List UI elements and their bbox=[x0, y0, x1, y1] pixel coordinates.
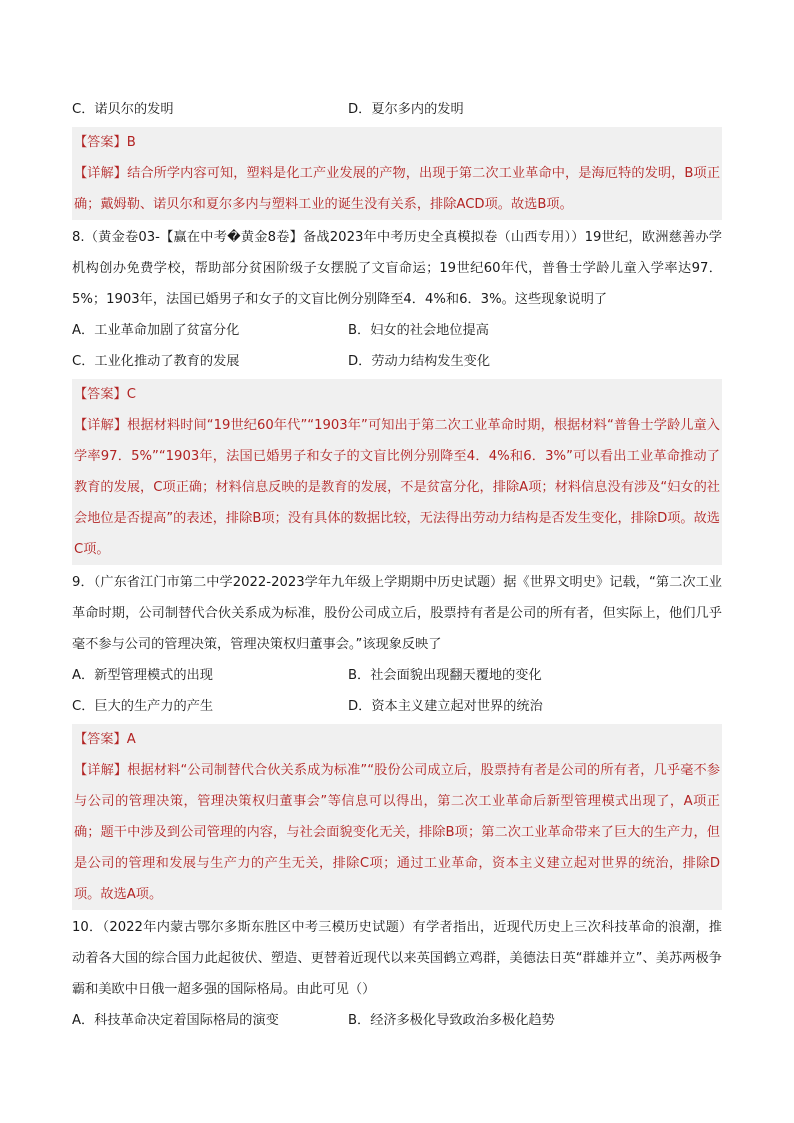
answer-tag: 【答案】 bbox=[74, 135, 127, 150]
q7-detail-line bbox=[74, 158, 720, 220]
q8-option-b[interactable]: B．妇女的社会地位提高 bbox=[348, 323, 489, 338]
q9-options-cd bbox=[72, 691, 722, 722]
q9-answer-value: A bbox=[126, 732, 136, 747]
q9-options-ab bbox=[72, 660, 722, 691]
answer-tag: 【答案】 bbox=[74, 732, 127, 747]
q7-answer-block bbox=[72, 127, 722, 220]
q9-option-c[interactable]: C．巨大的生产力的产生 bbox=[72, 699, 214, 714]
q7-detail-text: 结合所学内容可知，塑料是化工产业发展的产物，出现于第二次工业革命中，是海厄特的发明，B项正确；戴姆勒、诺贝尔和夏尔多内与塑料工业的诞生没有关系，排除ACD项。故选B项。 bbox=[74, 166, 721, 212]
q7-option-c[interactable]: C．诺贝尔的发明 bbox=[72, 102, 174, 117]
document-page bbox=[72, 94, 722, 1036]
q9-answer-block bbox=[72, 724, 722, 910]
q7-options-cd bbox=[72, 94, 722, 125]
q8-answer-value: C bbox=[126, 387, 136, 402]
q8-answer-line bbox=[74, 379, 720, 410]
q9-detail-text: 根据材料“公司制替代合伙关系成为标准”“股份公司成立后，股票持有者是公司的所有者，几乎毫不参与公司的管理决策，管理决策权归董事会”等信息可以得出，第二次工业革命后新型管理模式出现了，A项正确；题干中涉及到公司管理的内容，与社会面貌变化无关，排除B项；第二次工业革命带来了巨大的生产力，但是公司的管理和发展与生产力的产生无关，排除C项；通过工业革命，资本主义建立起对世界的统治，排除D项。故选A项。 bbox=[74, 763, 721, 902]
q8-detail-line bbox=[74, 410, 720, 565]
q9-option-a[interactable]: A．新型管理模式的出现 bbox=[72, 668, 213, 683]
q8-detail-text: 根据材料时间“19世纪60年代”“1903年”可知出于第二次工业革命时期，根据材料“普鲁士学龄儿童入学率97．5%”“1903年，法国已婚男子和女子的文盲比例分别降至4．4%和6．3%”可以看出工业革命推动了教育的发展，C项正确；材料信息反映的是教育的发展，不是贫富分化，排除A项；材料信息没有涉及“妇女的社会地位是否提高”的表述，排除B项；没有具体的数据比较，无法得出劳动力结构是否发生变化，排除D项。故选C项。 bbox=[74, 418, 720, 557]
q8-stem: 8.（黄金卷03-【赢在中考�黄金8卷】备战2023年中考历史全真模拟卷（山西专用））19世纪，欧洲慈善办学机构创办免费学校，帮助部分贫困阶级子女摆脱了文盲命运；19世纪60年代，普鲁士学龄儿童入学率达97．5%；1903年，法国已婚男子和女子的文盲比例分别降至4．4%和6．3%。这些现象说明了 bbox=[72, 230, 722, 307]
q8-answer-block bbox=[72, 379, 722, 565]
q9-stem: 9．（广东省江门市第二中学2022-2023学年九年级上学期期中历史试题）据《世界文明史》记载，“第二次工业革命时期，公司制替代合伙关系成为标准，股份公司成立后，股票持有者是公司的所有者，但实际上，他们几乎毫不参与公司的管理决策，管理决策权归董事会。”该现象反映了 bbox=[72, 575, 722, 652]
q9-option-b[interactable]: B．社会面貌出现翻天覆地的变化 bbox=[348, 668, 542, 683]
q7-answer-line bbox=[74, 127, 720, 158]
answer-tag: 【答案】 bbox=[74, 387, 127, 402]
q10-options-ab bbox=[72, 1005, 722, 1036]
detail-tag: 【详解】 bbox=[74, 418, 128, 433]
q9-answer-line bbox=[74, 724, 720, 755]
q10-stem: 10．（2022年内蒙古鄂尔多斯东胜区中考三模历史试题）有学者指出，近现代历史上三次科技革命的浪潮，推动着各大国的综合国力此起彼伏、塑造、更替着近现代以来英国鹤立鸡群，美德法日英“群雄并立”、美苏两极争霸和美欧中日俄一超多强的国际格局。由此可见（） bbox=[72, 920, 722, 997]
q8-options-ab bbox=[72, 315, 722, 346]
q9-detail-line bbox=[74, 755, 720, 910]
q8-option-a[interactable]: A．工业革命加剧了贫富分化 bbox=[72, 323, 240, 338]
q9-option-d[interactable]: D．资本主义建立起对世界的统治 bbox=[348, 699, 543, 714]
q10-option-a[interactable]: A．科技革命决定着国际格局的演变 bbox=[72, 1013, 279, 1028]
q7-answer-value: B bbox=[126, 135, 136, 150]
detail-tag: 【详解】 bbox=[74, 166, 128, 181]
q8-option-c[interactable]: C．工业化推动了教育的发展 bbox=[72, 354, 240, 369]
detail-tag: 【详解】 bbox=[74, 763, 128, 778]
q7-option-d[interactable]: D．夏尔多内的发明 bbox=[348, 102, 464, 117]
q8-option-d[interactable]: D．劳动力结构发生变化 bbox=[348, 354, 491, 369]
q10-option-b[interactable]: B．经济多极化导致政治多极化趋势 bbox=[348, 1013, 555, 1028]
q8-options-cd bbox=[72, 346, 722, 377]
